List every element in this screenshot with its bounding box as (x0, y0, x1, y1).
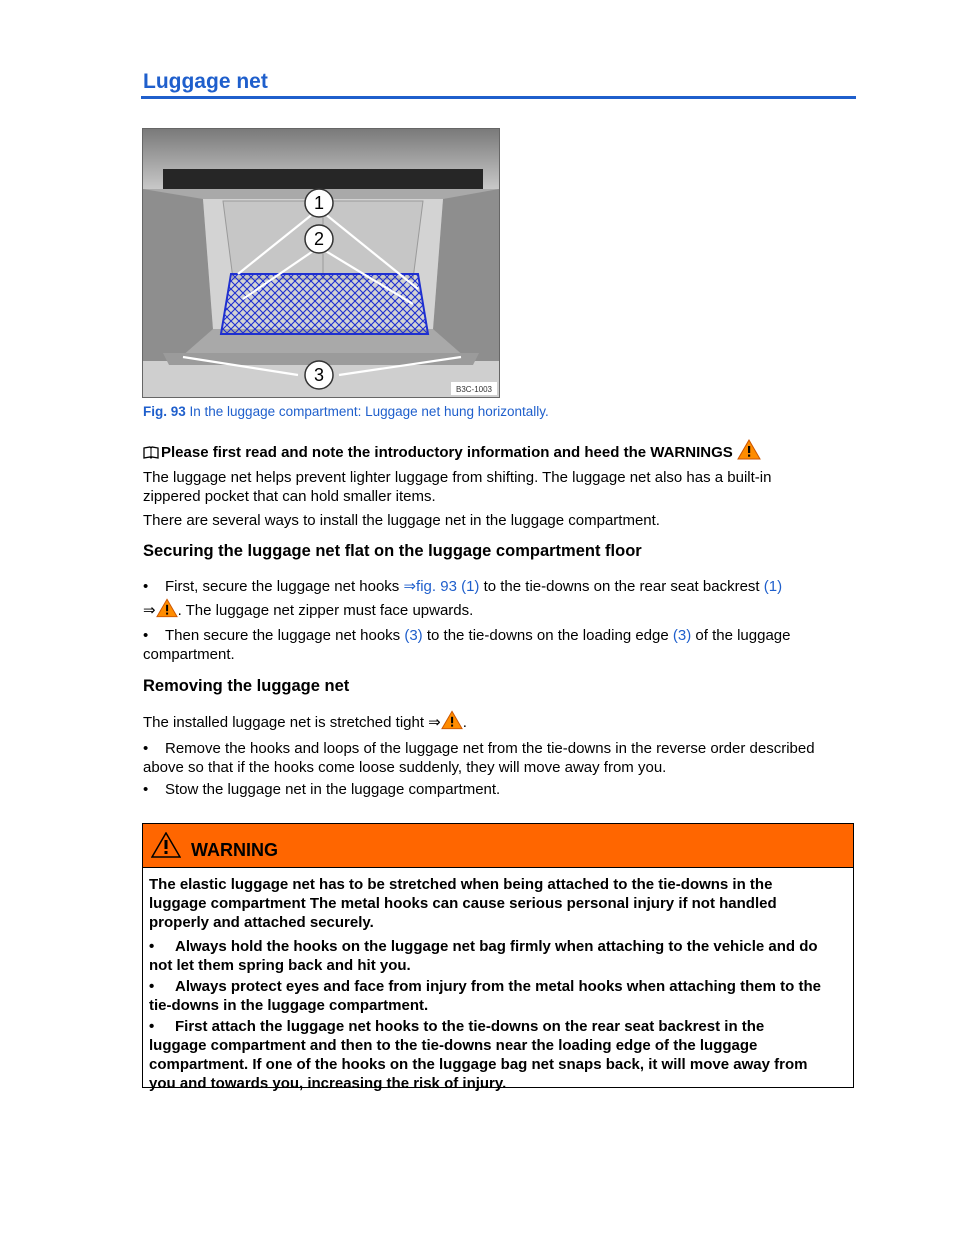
heading-removing: Removing the luggage net (143, 677, 350, 695)
warning-triangle-icon[interactable] (441, 710, 463, 735)
figure-code: B3C-1003 (455, 385, 493, 394)
callout-2-label: 2 (313, 229, 325, 249)
ref-1-link[interactable]: (1) (763, 578, 783, 595)
securing-step-1-cont: ⇒ . The luggage net zipper must face upwards. (143, 598, 843, 623)
intro-paragraph-1 (143, 468, 843, 506)
callout-3-label: 3 (313, 365, 325, 385)
removing-step-1: • Remove the hooks and loops of the luggage net from the tie-downs in the reverse order described above so that if the hooks come loose suddenly, they will move away from you. (143, 740, 815, 776)
securing-step-1: • First, secure the luggage net hooks ⇒fig. 93 (1) to the tie-downs on the rear seat backrest (1) (143, 578, 783, 595)
warning-bullet-2: • Always protect eyes and face from injury from the metal hooks when attaching them to the tie-downs in the luggage compartment. (149, 978, 821, 1014)
intro-paragraph-1-line-2: zippered pocket that can hold smaller items. (143, 488, 436, 505)
warning-title: WARNING (191, 840, 278, 860)
book-icon (143, 445, 159, 464)
callout-1-label: 1 (313, 193, 325, 213)
warning-triangle-icon[interactable] (737, 439, 761, 465)
warning-lead: The elastic luggage net has to be stretched when being attached to the tie-downs in the luggage compartment The metal hooks can cause serious personal injury if not handled properly and attached securely. (149, 876, 777, 931)
intro-paragraph-1-line-1: The luggage net helps prevent lighter luggage from shifting. The luggage net also has a built-in (143, 469, 772, 486)
section-title: Luggage net (143, 70, 268, 93)
warning-bullet-1: • Always hold the hooks on the luggage net bag firmly when attaching to the vehicle and do not let them spring back and hit you. (149, 938, 818, 974)
ref-3-link[interactable]: (3) (404, 627, 423, 644)
securing-step-2: • Then secure the luggage net hooks (3) to the tie-downs on the loading edge (3) of the luggage compartment. (143, 627, 791, 663)
warning-triangle-icon[interactable] (156, 598, 178, 623)
intro-paragraph-2: There are several ways to install the luggage net in the luggage compartment. (143, 512, 660, 529)
removing-step-2: • Stow the luggage net in the luggage compartment. (143, 781, 501, 798)
figure-luggage-compartment (142, 128, 500, 398)
figure-caption (143, 404, 549, 419)
intro-notice-text: Please first read and note the introductory information and heed the WARNINGS (161, 444, 733, 461)
fig-93-link[interactable]: ⇒fig. 93 (1) (403, 578, 480, 595)
figure-caption-text: In the luggage compartment: Luggage net hung horizontally. (185, 404, 549, 419)
heading-securing: Securing the luggage net flat on the luggage compartment floor (143, 542, 642, 560)
intro-notice (143, 439, 843, 465)
warning-header (143, 824, 853, 868)
warning-box (142, 823, 854, 1092)
ref-3-link-2[interactable]: (3) (672, 627, 692, 644)
warning-bullet-3: • First attach the luggage net hooks to the tie-downs on the rear seat backrest in the luggage compartment and then to the tie-downs near the loading edge of the luggage compartment. If one of the hooks on the luggage bag net snaps back, it will move away from you and towards you, increasing the risk of injury. (149, 1018, 808, 1092)
figure-label: Fig. 93 (143, 404, 186, 419)
removing-intro: The installed luggage net is stretched tight ⇒ . (143, 710, 843, 735)
warning-triangle-icon (151, 832, 181, 863)
luggage-compartment-illustration (143, 129, 499, 397)
title-divider (141, 96, 856, 99)
